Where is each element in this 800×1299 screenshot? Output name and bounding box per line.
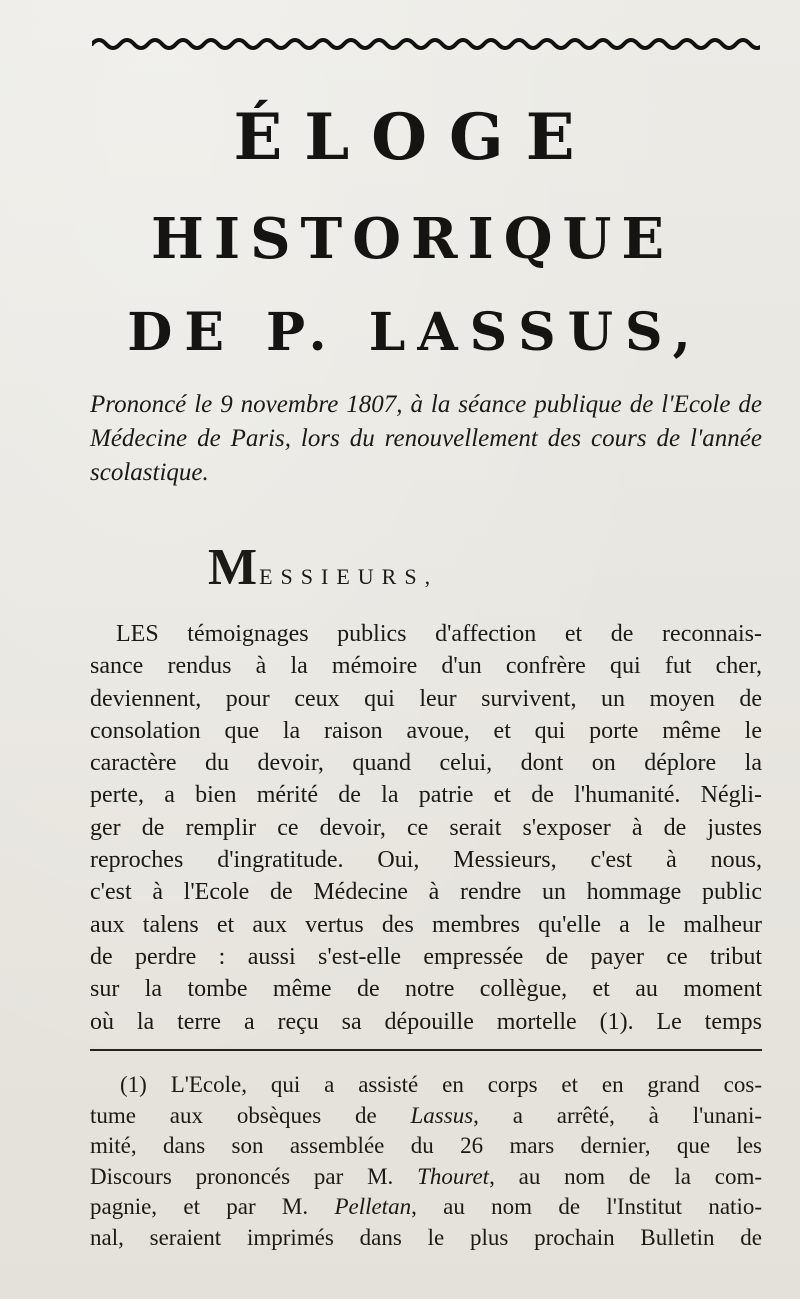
salutation-initial: M <box>208 539 260 596</box>
body-line: ger de remplir ce devoir, ce serait s'exposer à de justes <box>90 814 762 841</box>
footnote-italic-name: Lassus <box>410 1102 474 1128</box>
body-line: où la terre a reçu sa dépouille mortelle (1). Le temps <box>90 1008 762 1035</box>
footnote-italic-name: Thouret <box>417 1163 490 1189</box>
body-line: aux talens et aux vertus des membres qu'elle a le malheur <box>90 911 762 938</box>
footnote-line: nal, seraient imprimés dans le plus prochain Bulletin de <box>90 1224 762 1250</box>
footnote-text: tume aux obsèques de <box>90 1102 411 1128</box>
footnote-line: (1) L'Ecole, qui a assisté en corps et en grand cos- <box>120 1072 762 1097</box>
body-line: c'est à l'Ecole de Médecine à rendre un hommage public <box>90 879 762 906</box>
footnote-text: Discours prononcés par M. <box>90 1163 418 1189</box>
footnote-line <box>90 1192 762 1223</box>
body-text <box>90 618 762 1038</box>
footnote-text: , au nom de l'Institut natio- <box>411 1194 762 1220</box>
footnote-line <box>90 1101 762 1132</box>
footnote-line: mité, dans son assemblée du 26 mars dernier, que les <box>90 1133 762 1159</box>
footnote-italic-name: Pelletan <box>334 1194 412 1220</box>
body-line: consolation que la raison avoue, et qui porte même le <box>90 717 762 744</box>
title-historique: HISTORIQUE <box>150 206 675 272</box>
salutation <box>208 538 438 597</box>
body-line: caractère du devoir, quand celui, dont on déplore la <box>90 750 762 777</box>
subtitle-pronounced: Prononcé le 9 novembre 1807, à la séance publique de l'Ecole de Médecine de Paris, lors du renouvellement des cours de l'année scolastique. <box>90 391 762 486</box>
footnote-text: pagnie, et par M. <box>90 1194 335 1220</box>
body-line: sur la tombe même de notre collègue, et au moment <box>90 976 762 1003</box>
body-line: deviennent, pour ceux qui leur survivent, un moyen de <box>90 685 762 712</box>
body-line: LES témoignages publics d'affection et de reconnais- <box>116 621 762 647</box>
title-lassus: DE P. LASSUS, <box>127 302 703 363</box>
body-line: perte, a bien mérité de la patrie et de l'humanité. Négli- <box>90 782 762 809</box>
footnote <box>90 1070 762 1254</box>
salutation-rest: ESSIEURS, <box>259 564 439 589</box>
ornamental-rule-icon <box>92 34 760 54</box>
body-line: sance rendus à la mémoire d'un confrère qui fut cher, <box>90 653 762 680</box>
footnote-text: , au nom de la com- <box>489 1163 762 1189</box>
body-line: reproches d'ingratitude. Oui, Messieurs, c'est à nous, <box>90 847 762 874</box>
footnote-text: , a arrêté, à l'unani- <box>473 1102 762 1128</box>
footnote-line <box>90 1162 762 1193</box>
title-eloge: ÉLOGE <box>233 100 597 175</box>
footnote-divider <box>90 1049 762 1051</box>
body-line: de perdre : aussi s'est-elle empressée de payer ce tribut <box>90 943 762 970</box>
